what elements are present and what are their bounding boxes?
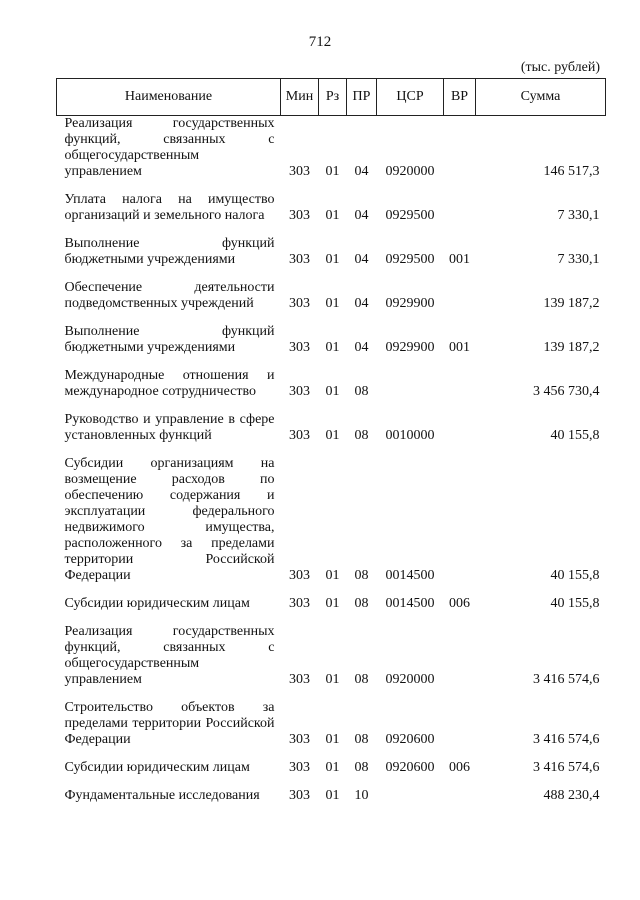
- cell-vr: 001: [449, 252, 470, 267]
- cell-rz: 01: [325, 596, 340, 611]
- cell-csr: 0920600: [385, 760, 435, 775]
- header-csr: ЦСР: [377, 79, 444, 116]
- cell-csr: [377, 779, 444, 807]
- table-row: [57, 779, 606, 807]
- cell-min: 303: [289, 672, 310, 687]
- cell-csr: 0014500: [385, 568, 435, 583]
- table-body: [57, 116, 606, 808]
- table-row: [57, 691, 606, 751]
- table-row: [57, 447, 606, 587]
- cell-pr: 04: [354, 340, 369, 355]
- cell-min: 303: [289, 596, 310, 611]
- cell-csr: 0920000: [385, 672, 435, 687]
- table-row: [57, 271, 606, 315]
- cell-pr: 08: [354, 568, 369, 583]
- cell-vr: 006: [449, 596, 470, 611]
- cell-pr: 08: [354, 428, 369, 443]
- cell-pr: 04: [354, 296, 369, 311]
- cell-csr: 0929900: [385, 340, 435, 355]
- cell-name: Реализация государственных функций, связанных с общегосударственным управлением: [64, 624, 275, 687]
- cell-vr: [444, 183, 476, 227]
- cell-min: 303: [289, 384, 310, 399]
- cell-sum: 7 330,1: [557, 208, 600, 223]
- cell-sum: 40 155,8: [550, 568, 600, 583]
- cell-min: 303: [289, 340, 310, 355]
- cell-csr: 0929500: [385, 208, 435, 223]
- cell-name: Фундаментальные исследования: [64, 788, 260, 803]
- cell-csr: 0010000: [385, 428, 435, 443]
- table-row: [57, 403, 606, 447]
- cell-rz: 01: [325, 732, 340, 747]
- cell-sum: 3 416 574,6: [533, 732, 600, 747]
- cell-min: 303: [289, 252, 310, 267]
- cell-vr: [444, 691, 476, 751]
- cell-rz: 01: [325, 296, 340, 311]
- cell-pr: 04: [354, 208, 369, 223]
- cell-name: Субсидии организациям на возмещение расходов по обеспечению содержания и эксплуатации федерального недвижимого имущества, расположенного за пределами территории Российской Федерации: [64, 456, 275, 583]
- table-row: [57, 116, 606, 184]
- cell-sum: 146 517,3: [543, 164, 600, 179]
- cell-rz: 01: [325, 788, 340, 803]
- cell-min: 303: [289, 760, 310, 775]
- budget-table: [56, 78, 606, 807]
- cell-pr: 08: [354, 760, 369, 775]
- cell-csr: 0920000: [385, 164, 435, 179]
- cell-sum: 40 155,8: [550, 596, 600, 611]
- cell-vr: [444, 271, 476, 315]
- cell-vr: [444, 359, 476, 403]
- cell-csr: 0920600: [385, 732, 435, 747]
- cell-min: 303: [289, 568, 310, 583]
- table-row: [57, 183, 606, 227]
- cell-vr: 001: [449, 340, 470, 355]
- cell-pr: 08: [354, 596, 369, 611]
- cell-rz: 01: [325, 568, 340, 583]
- cell-name: Субсидии юридическим лицам: [64, 596, 250, 611]
- cell-csr: 0929900: [385, 296, 435, 311]
- cell-name: Обеспечение деятельности подведомственных учреждений: [64, 280, 275, 311]
- cell-rz: 01: [325, 384, 340, 399]
- cell-csr: [377, 359, 444, 403]
- cell-min: 303: [289, 732, 310, 747]
- cell-name: Строительство объектов за пределами территории Российской Федерации: [64, 700, 275, 747]
- cell-min: 303: [289, 428, 310, 443]
- units-label: (тыс. рублей): [520, 60, 600, 75]
- cell-vr: [444, 779, 476, 807]
- table-row: [57, 751, 606, 779]
- cell-min: 303: [289, 208, 310, 223]
- cell-vr: [444, 403, 476, 447]
- cell-sum: 3 456 730,4: [533, 384, 600, 399]
- cell-sum: 139 187,2: [543, 296, 600, 311]
- cell-pr: 04: [354, 164, 369, 179]
- cell-rz: 01: [325, 164, 340, 179]
- cell-name: Субсидии юридическим лицам: [64, 760, 250, 775]
- cell-name: Выполнение функций бюджетными учреждениями: [64, 236, 275, 267]
- cell-rz: 01: [325, 760, 340, 775]
- cell-name: Уплата налога на имущество организаций и земельного налога: [64, 192, 275, 223]
- cell-name: Руководство и управление в сфере установленных функций: [64, 412, 275, 443]
- table-header-row: [57, 79, 606, 116]
- header-min: Мин: [281, 79, 319, 116]
- cell-rz: 01: [325, 428, 340, 443]
- header-vr: ВР: [444, 79, 476, 116]
- cell-rz: 01: [325, 208, 340, 223]
- cell-pr: 08: [354, 672, 369, 687]
- header-rz: Рз: [319, 79, 347, 116]
- cell-pr: 08: [354, 384, 369, 399]
- cell-vr: 006: [449, 760, 470, 775]
- table-row: [57, 615, 606, 691]
- table-row: [57, 587, 606, 615]
- cell-pr: 04: [354, 252, 369, 267]
- header-name: Наименование: [57, 79, 281, 116]
- cell-name: Реализация государственных функций, связанных с общегосударственным управлением: [64, 116, 275, 179]
- cell-name: Выполнение функций бюджетными учреждениями: [64, 324, 275, 355]
- cell-csr: 0014500: [385, 596, 435, 611]
- cell-vr: [444, 447, 476, 587]
- cell-sum: 7 330,1: [557, 252, 600, 267]
- cell-min: 303: [289, 164, 310, 179]
- table-row: [57, 227, 606, 271]
- cell-min: 303: [289, 296, 310, 311]
- cell-pr: 10: [354, 788, 369, 803]
- cell-sum: 40 155,8: [550, 428, 600, 443]
- table-row: [57, 359, 606, 403]
- cell-vr: [444, 615, 476, 691]
- cell-csr: 0929500: [385, 252, 435, 267]
- cell-rz: 01: [325, 672, 340, 687]
- cell-min: 303: [289, 788, 310, 803]
- cell-sum: 3 416 574,6: [533, 760, 600, 775]
- cell-vr: [444, 116, 476, 184]
- table-row: [57, 315, 606, 359]
- cell-pr: 08: [354, 732, 369, 747]
- cell-sum: 488 230,4: [543, 788, 600, 803]
- cell-sum: 139 187,2: [543, 340, 600, 355]
- page-number: 712: [308, 34, 332, 50]
- cell-name: Международные отношения и международное сотрудничество: [64, 368, 275, 399]
- header-pr: ПР: [347, 79, 377, 116]
- cell-sum: 3 416 574,6: [533, 672, 600, 687]
- cell-rz: 01: [325, 252, 340, 267]
- cell-rz: 01: [325, 340, 340, 355]
- header-sum: Сумма: [476, 79, 606, 116]
